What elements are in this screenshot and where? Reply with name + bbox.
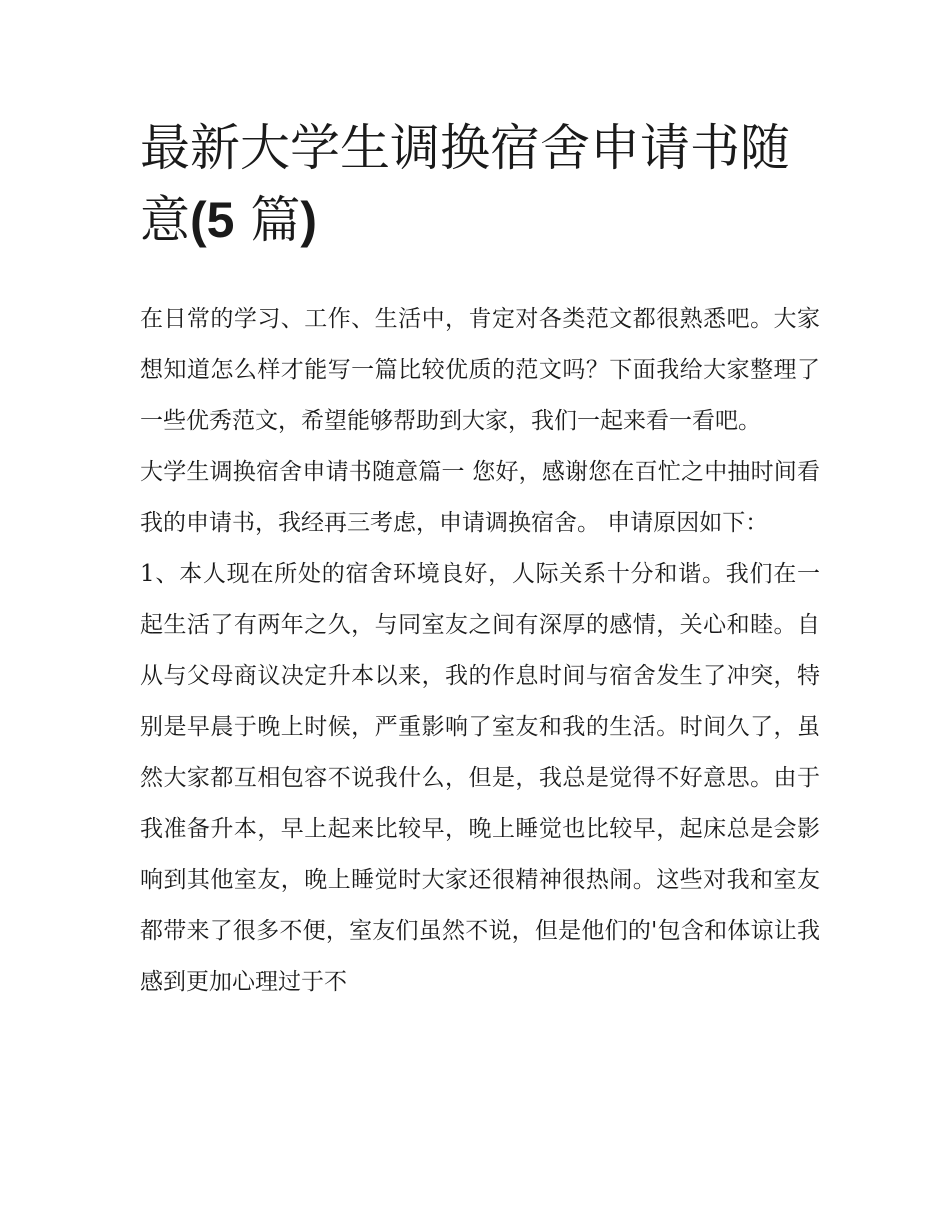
intro-paragraph: 在日常的学习、工作、生活中，肯定对各类范文都很熟悉吧。大家想知道怎么样才能写一篇比较优质的范文吗？下面我给大家整理了一些优秀范文，希望能够帮助到大家，我们一起来看一看吧。 — [140, 306, 820, 434]
document-title — [140, 112, 820, 256]
title-line-1: 最新大学生调换宿舍申请书随 — [140, 119, 790, 177]
document-page — [140, 112, 820, 1008]
document-body — [140, 294, 820, 1008]
title-line-2-mid: 篇 — [234, 191, 301, 249]
title-line-2-end: ) — [300, 192, 318, 248]
title-line-2-prefix: 意 — [140, 191, 190, 249]
title-line-2-count: (5 — [190, 192, 235, 248]
reason-one-paragraph: 1、本人现在所处的宿舍环境良好，人际关系十分和谐。我们在一起生活了有两年之久，与同室友之间有深厚的感情，关心和睦。自从与父母商议决定升本以来，我的作息时间与宿舍发生了冲突，特别是早晨于晚上时候，严重影响了室友和我的生活。时间久了，虽然大家都互相包容不说我什么，但是，我总是觉得不好意思。由于我准备升本，早上起来比较早，晚上睡觉也比较早，起床总是会影响到其他室友，晚上睡觉时大家还很精神很热闹。这些对我和室友都带来了很多不便，室友们虽然不说，但是他们的'包含和体谅让我感到更加心理过于不 — [140, 561, 820, 995]
section-one-paragraph: 大学生调换宿舍申请书随意篇一 您好，感谢您在百忙之中抽时间看我的申请书，我经再三考虑，申请调换宿舍。 申请原因如下： — [140, 459, 820, 536]
